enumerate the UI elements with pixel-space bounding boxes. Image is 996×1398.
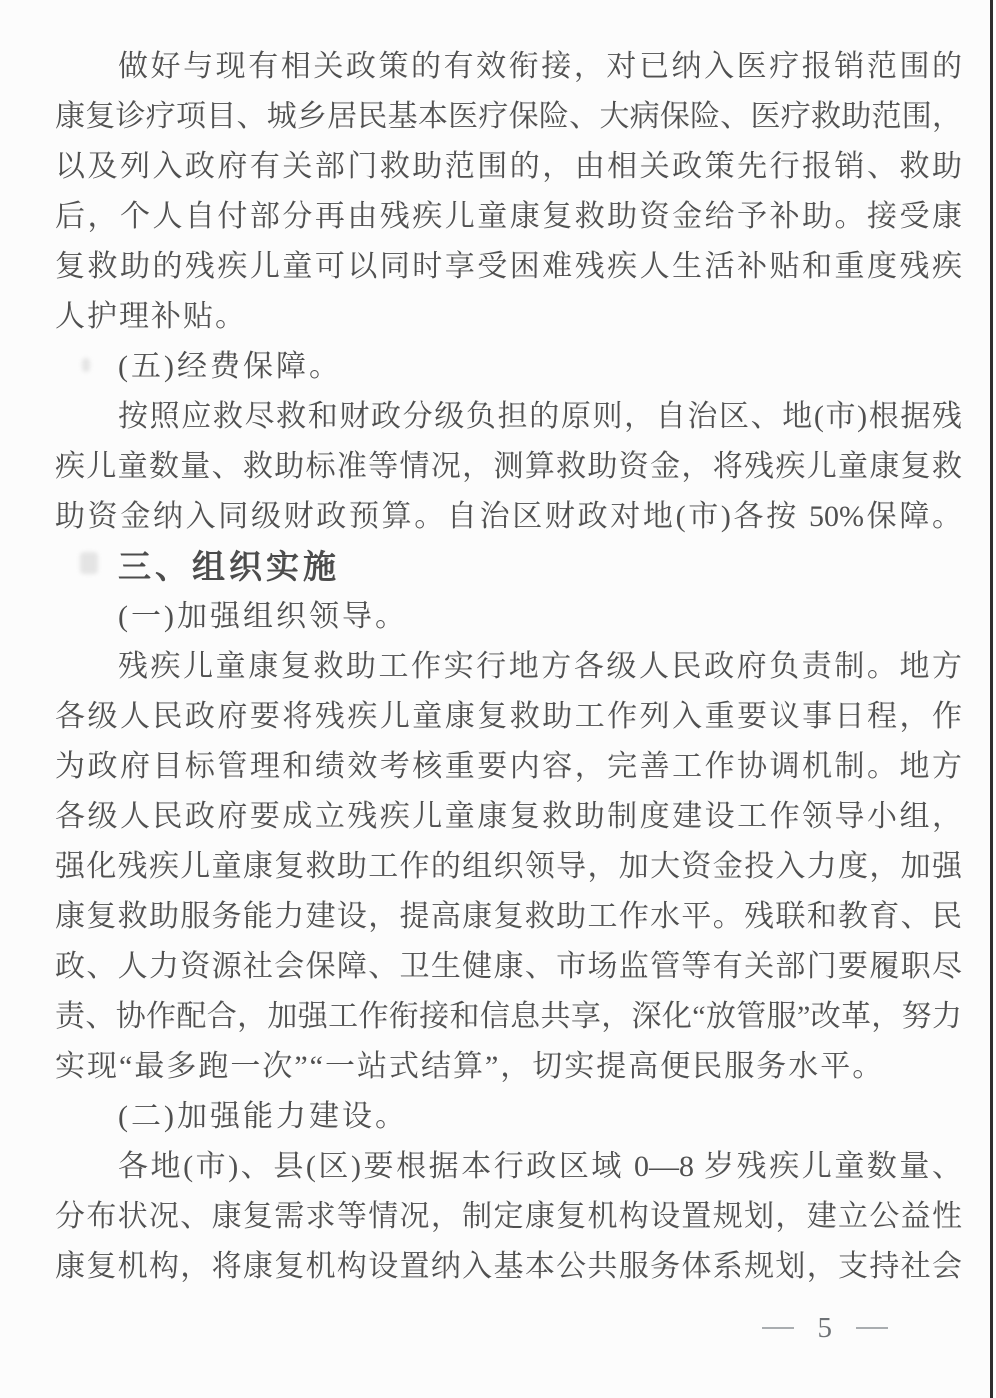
text-line: 实现“最多跑一次”“一站式结算”，切实提高便民服务水平。 — [55, 1050, 885, 1083]
subsection-heading: (二)加强能力建设。 — [118, 1100, 408, 1133]
text-line: 按照应救尽救和财政分级负担的原则，自治区、地(市)根据残 — [118, 400, 962, 433]
text-line: 政、人力资源社会保障、卫生健康、市场监管等有关部门要履职尽 — [55, 950, 962, 983]
text-line: 各级人民政府要成立残疾儿童康复救助制度建设工作领导小组， — [55, 800, 962, 833]
text-line: 康复机构，将康复机构设置纳入基本公共服务体系规划，支持社会 — [55, 1250, 962, 1283]
text-line: 为政府目标管理和绩效考核重要内容，完善工作协调机制。地方 — [55, 750, 962, 783]
text-line: 人护理补贴。 — [55, 300, 247, 333]
document-body — [55, 42, 962, 1292]
subsection-heading: (一)加强组织领导。 — [118, 600, 408, 633]
text-line: 康复救助服务能力建设，提高康复救助工作水平。残联和教育、民 — [55, 900, 962, 933]
text-line: 各地(市)、县(区)要根据本行政区域 0—8 岁残疾儿童数量、 — [118, 1150, 962, 1183]
page-footer — [762, 1308, 889, 1348]
text-line: 做好与现有相关政策的有效衔接，对已纳入医疗报销范围的 — [118, 50, 962, 83]
subsection-heading: (五)经费保障。 — [118, 350, 342, 383]
text-line: 强化残疾儿童康复救助工作的组织领导，加大资金投入力度，加强 — [55, 850, 962, 883]
text-line: 疾儿童数量、救助标准等情况，测算救助资金，将残疾儿童康复救 — [55, 450, 962, 483]
text-line: 残疾儿童康复救助工作实行地方各级人民政府负责制。地方 — [118, 650, 962, 683]
text-line: 后，个人自付部分再由残疾儿童康复救助资金给予补助。接受康 — [55, 200, 962, 233]
text-line: 各级人民政府要将残疾儿童康复救助工作列入重要议事日程，作 — [55, 700, 962, 733]
text-line: 康复诊疗项目、城乡居民基本医疗保险、大病保险、医疗救助范围， — [55, 100, 962, 133]
section-heading: 三、组织实施 — [118, 548, 340, 585]
page-number-dash-left — [762, 1327, 794, 1329]
text-line: 复救助的残疾儿童可以同时享受困难残疾人生活补贴和重度残疾 — [55, 250, 962, 283]
page-number: 5 — [817, 1311, 832, 1344]
scan-smudge — [80, 552, 98, 574]
scan-edge-line — [990, 0, 993, 1398]
text-line: 分布状况、康复需求等情况，制定康复机构设置规划，建立公益性 — [55, 1200, 962, 1233]
text-line: 以及列入政府有关部门救助范围的，由相关政策先行报销、救助 — [55, 150, 962, 183]
text-line: 责、协作配合，加强工作衔接和信息共享，深化“放管服”改革，努力 — [55, 1000, 962, 1033]
text-line: 助资金纳入同级财政预算。自治区财政对地(市)各按 50%保障。 — [55, 500, 962, 533]
scan-smudge — [82, 358, 90, 372]
page-number-dash-right — [856, 1327, 888, 1329]
